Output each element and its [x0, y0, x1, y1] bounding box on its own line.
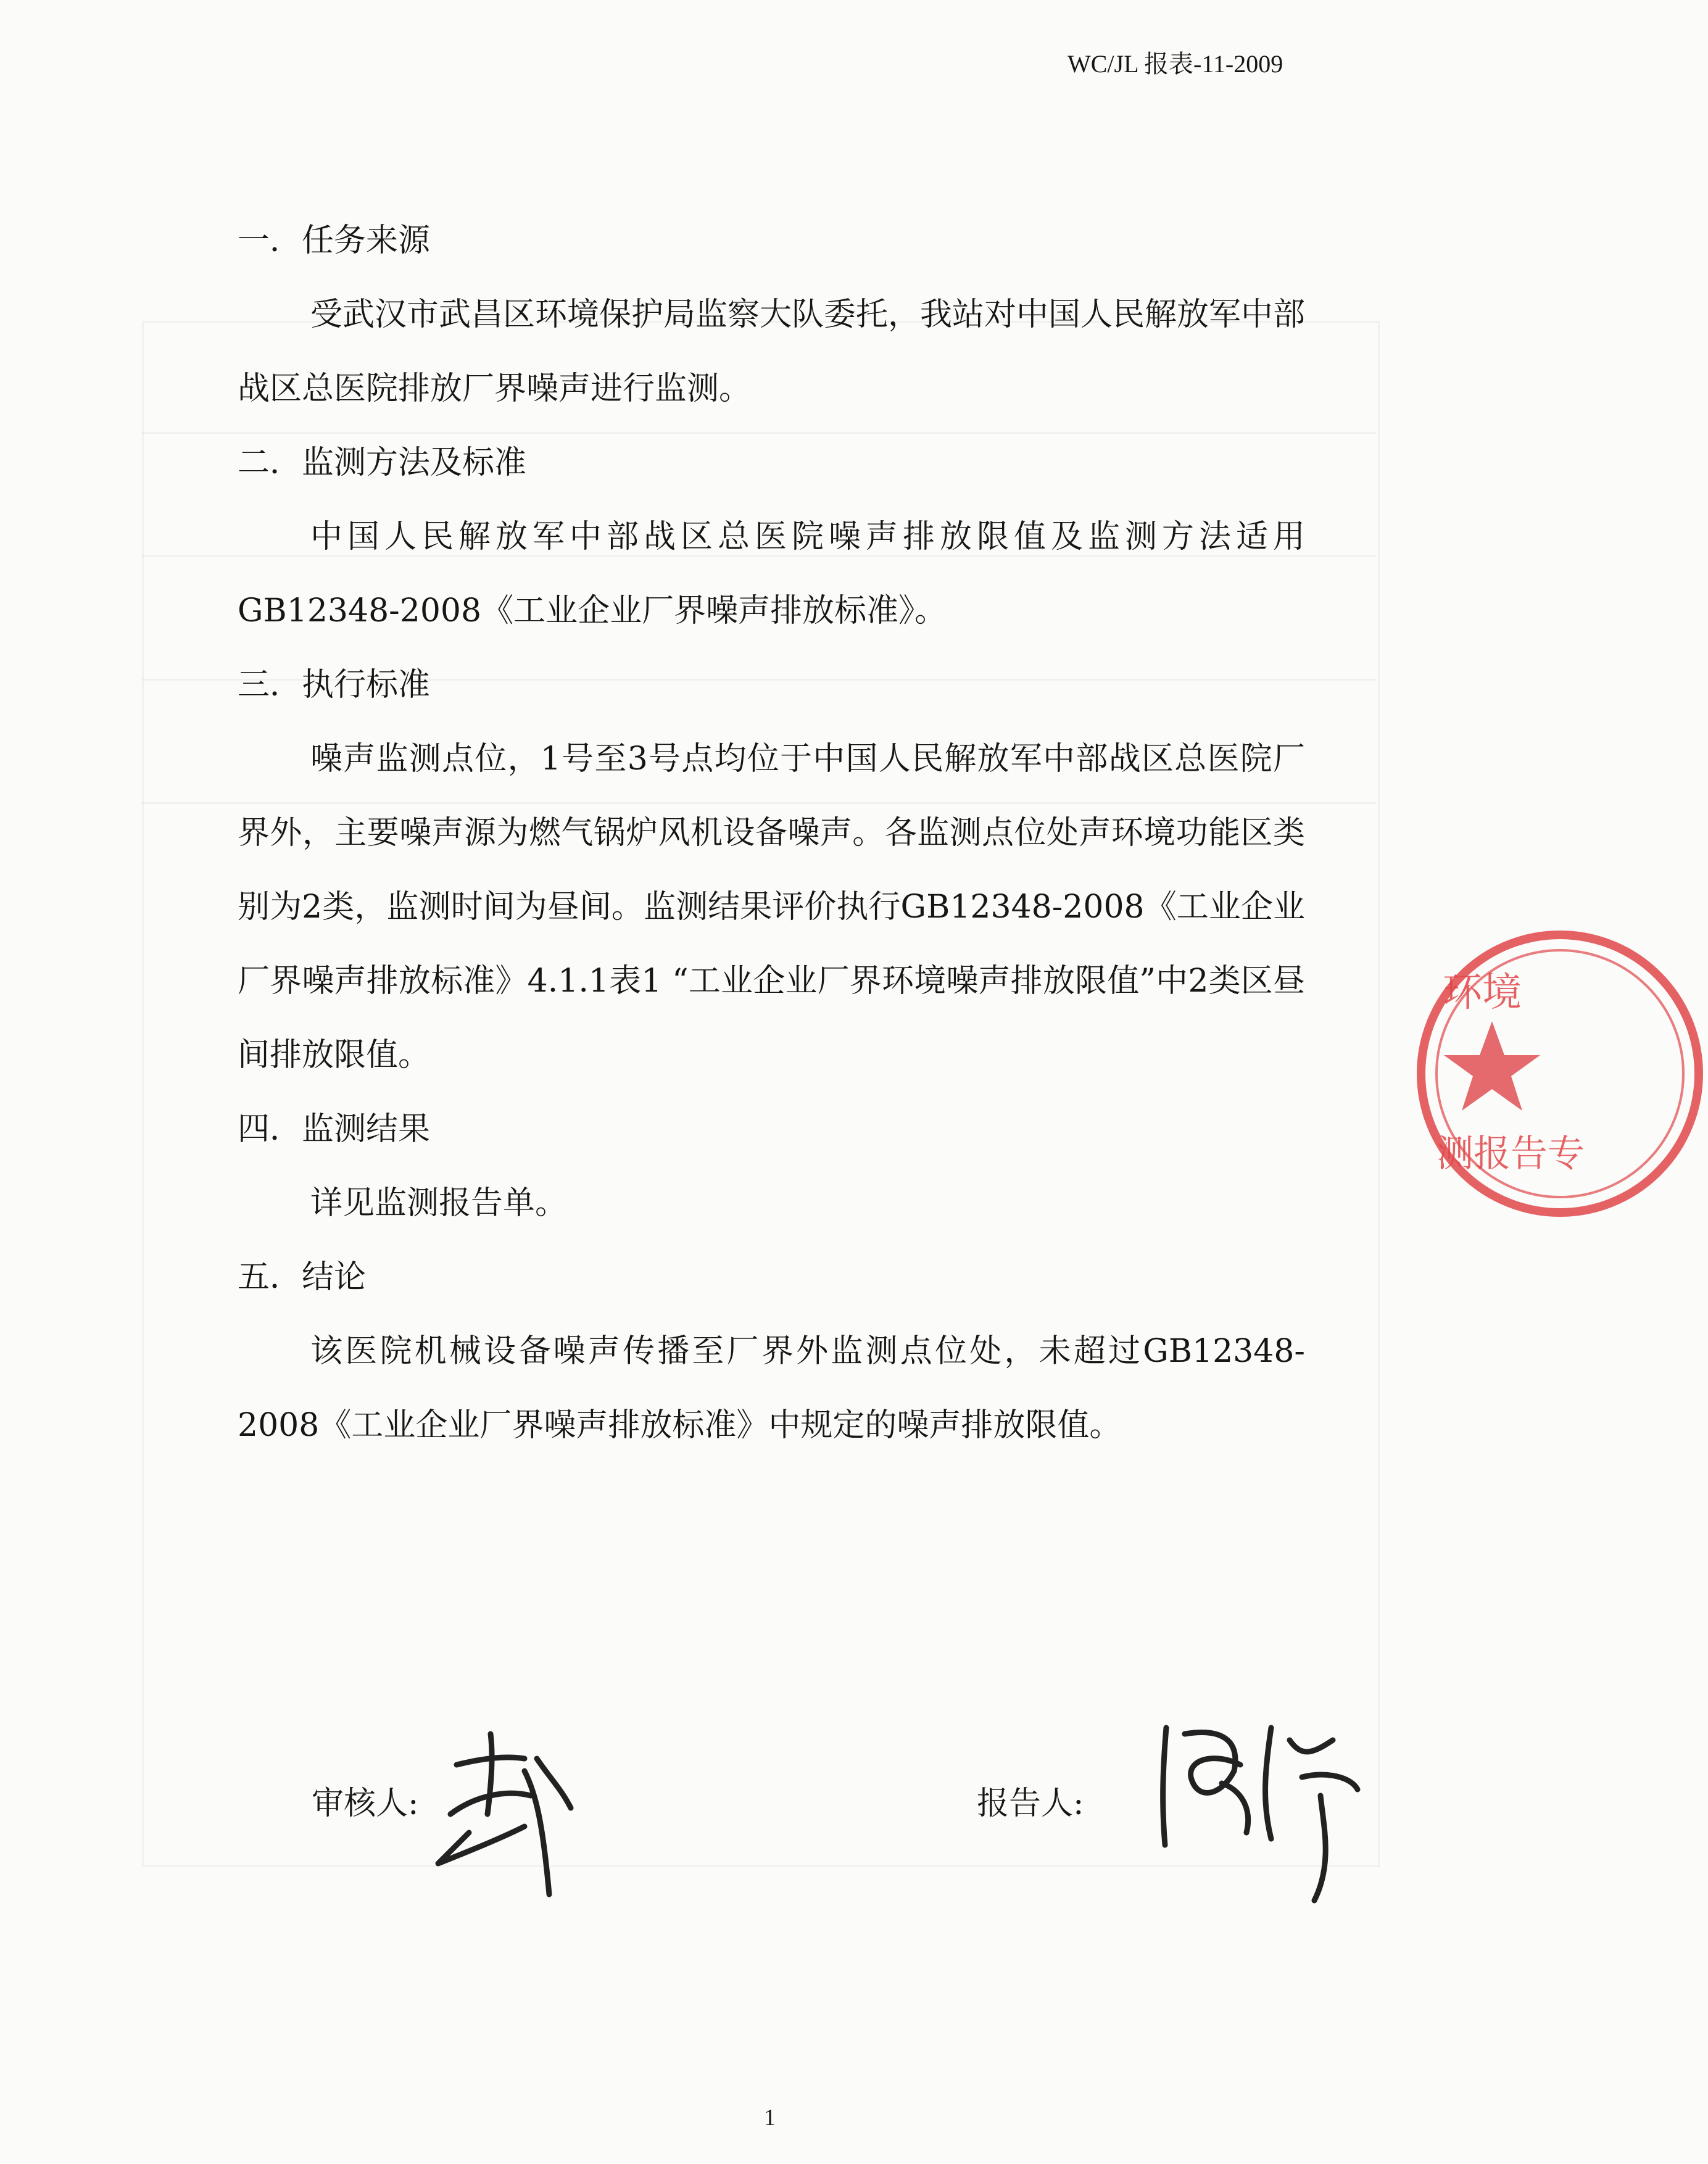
section-monitoring-results — [238, 1092, 1305, 1240]
section-executive-standard — [238, 648, 1305, 1092]
section-paragraph: 受武汉市武昌区环境保护局监察大队委托，我站对中国人民解放军中部战区总医院排放厂界噪声进行监测。 — [238, 296, 1306, 407]
section-paragraph: 详见监测报告单。 — [310, 1185, 568, 1222]
reviewer-label: 审核人: — [312, 1785, 419, 1822]
reporter-label: 报告人: — [977, 1785, 1084, 1822]
document-body — [238, 204, 1305, 1462]
section-task-source — [238, 204, 1305, 426]
seal-text-bottom: 测报告专 — [1436, 1132, 1585, 1175]
section-heading: 二．监测方法及标准 — [238, 444, 527, 481]
page-number: 1 — [764, 2105, 776, 2131]
section-method-standard — [238, 426, 1305, 648]
seal-text-top: 环境 — [1443, 970, 1522, 1016]
section-heading: 一．任务来源 — [238, 222, 431, 259]
section-paragraph: 该医院机械设备噪声传播至厂界外监测点位处，未超过GB12348-2008《工业企业厂界噪声排放标准》中规定的噪声排放限值。 — [238, 1333, 1305, 1444]
section-paragraph: 噪声监测点位，1号至3号点均位于中国人民解放军中部战区总医院厂界外，主要噪声源为燃气锅炉风机设备噪声。各监测点位处声环境功能区类别为2类，监测时间为昼间。监测结果评价执行GB12348-2008《工业企业厂界噪声排放标准》4.1.1表1 “工业企业厂界环境噪声排放限值”中2类区昼间排放限值。 — [238, 740, 1305, 1074]
section-paragraph: 中国人民解放军中部战区总医院噪声排放限值及监测方法适用GB12348-2008《工业企业厂界噪声排放标准》。 — [238, 518, 1305, 629]
document-code: WC/JL 报表-11-2009 — [1068, 50, 1283, 78]
section-heading: 五．结论 — [238, 1259, 367, 1296]
section-heading: 四．监测结果 — [238, 1111, 431, 1148]
section-conclusion — [238, 1240, 1305, 1462]
official-seal-stamp — [1412, 926, 1708, 1222]
section-heading: 三．执行标准 — [238, 666, 431, 703]
reviewer-signature — [432, 1722, 574, 1907]
reporter-signature — [1148, 1703, 1370, 1907]
